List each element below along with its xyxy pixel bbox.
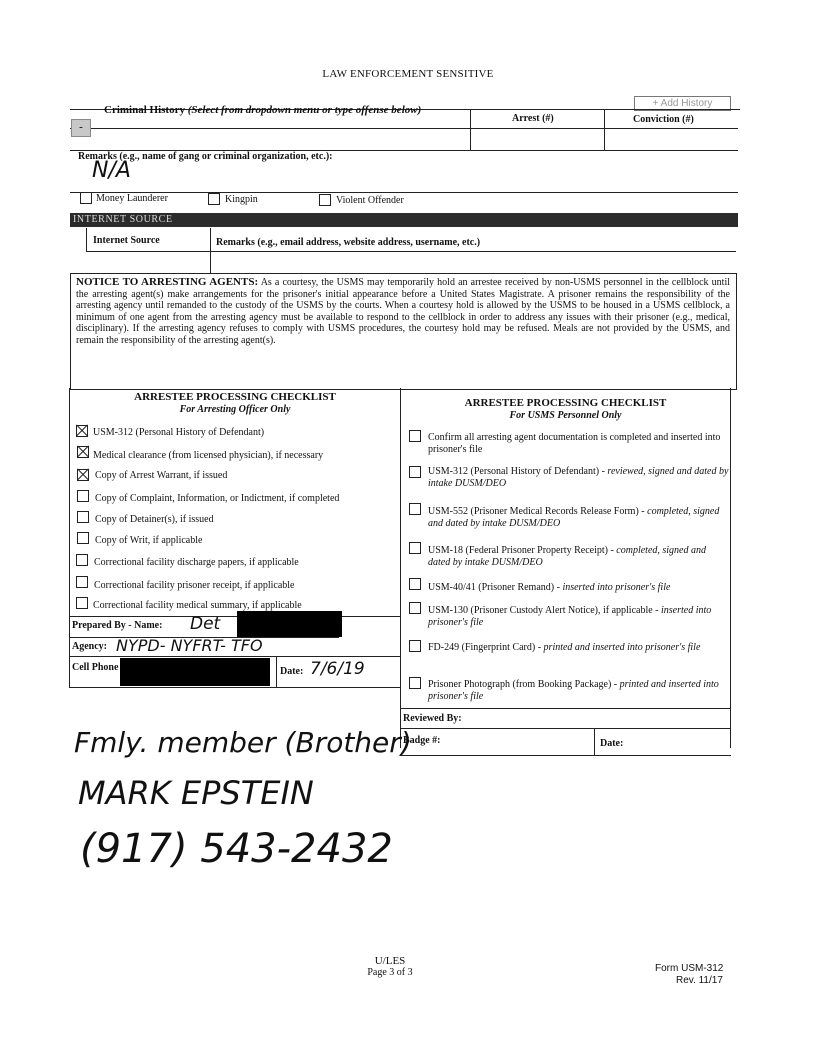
redacted-name: [237, 611, 342, 637]
prepared-by-label: Prepared By - Name:: [72, 620, 163, 631]
confirm-documentation-checkbox[interactable]: [409, 430, 421, 442]
right-item-label: USM-18 (Federal Prisoner Property Receipt) - completed, signed and dated by intake DUSM/DEO: [428, 545, 706, 568]
reviewed-date-label: Date:: [600, 738, 624, 749]
left-item-label: Correctional facility discharge papers, if applicable: [94, 557, 299, 568]
medical-clearance-checkbox[interactable]: [77, 446, 89, 458]
handwritten-note-line3: (917) 543-2432: [80, 826, 393, 872]
agency-label: Agency:: [72, 641, 107, 652]
date-label: Date:: [280, 666, 304, 677]
arrest-column-header: Arrest (#): [512, 113, 554, 124]
redacted-cell-phone: [120, 658, 270, 686]
left-item-label: Copy of Writ, if applicable: [95, 535, 203, 546]
right-checklist-title: ARRESTEE PROCESSING CHECKLIST: [464, 397, 667, 409]
cell-phone-label: Cell Phone: [72, 662, 119, 673]
prisoner-receipt-checkbox[interactable]: [76, 576, 88, 588]
usm552-checkbox[interactable]: [409, 503, 421, 515]
arrest-warrant-checkbox[interactable]: [77, 469, 89, 481]
usm18-checkbox[interactable]: [409, 542, 421, 554]
usm312-checkbox[interactable]: [76, 425, 88, 437]
remove-history-label: -: [79, 121, 83, 133]
detainer-checkbox[interactable]: [77, 511, 89, 523]
left-item-label: Copy of Complaint, Information, or Indictment, if completed: [95, 493, 340, 504]
left-item-label: Copy of Detainer(s), if issued: [95, 514, 214, 525]
agency-value[interactable]: NYPD- NYFRT- TFO: [116, 636, 263, 655]
footer-form-id: Form USM-312: [655, 963, 724, 974]
fd249-checkbox[interactable]: [409, 640, 421, 652]
notice-text: [76, 277, 730, 347]
prepared-by-value[interactable]: Det: [190, 614, 221, 634]
left-item-label: Medical clearance (from licensed physician), if necessary: [93, 450, 324, 461]
add-history-label: + Add History: [652, 98, 713, 109]
right-checklist-subtitle: For USMS Personnel Only: [509, 410, 622, 421]
page-header: LAW ENFORCEMENT SENSITIVE: [322, 68, 494, 80]
writ-checkbox[interactable]: [77, 532, 89, 544]
usm40-checkbox[interactable]: [409, 578, 421, 590]
violent-offender-checkbox[interactable]: [319, 194, 331, 206]
usm130-checkbox[interactable]: [409, 602, 421, 614]
left-item-label: Correctional facility medical summary, if applicable: [93, 600, 302, 611]
footer-page-number: Page 3 of 3: [367, 967, 413, 978]
right-item-label: USM-130 (Prisoner Custody Alert Notice), if applicable - inserted into prisoner's file: [428, 605, 712, 628]
handwritten-note-line1: Fmly. member (Brother): [74, 726, 412, 759]
footer-revision: Rev. 11/17: [676, 975, 723, 986]
complaint-checkbox[interactable]: [77, 490, 89, 502]
footer-center: [340, 956, 440, 978]
violent-offender-label: Violent Offender: [336, 195, 404, 206]
left-item-label: Correctional facility prisoner receipt, if applicable: [94, 580, 295, 591]
discharge-papers-checkbox[interactable]: [76, 554, 88, 566]
conviction-column-header: Conviction (#): [633, 114, 694, 125]
notice-body: As a courtesy, the USMS may temporarily hold an arrestee received by non-USMS personnel in the cellblock until the arresting agent(s) make arrangements for the prisoner's initial appearance before a United States Magistrate. A prisoner remains the responsibility of the arresting agency until remanded to the custody of the USMS by the courts. When a courtesy hold is allowed by the USMS to be housed in a USMS cellblock, a minimum of one agent from the arresting agency must be available to respond to the cellblock in order to address any issues with their prisoner (e.g., medical, disciplinary). If the arresting agency refuses to comply with USMS procedures, the courtesy hold may be refused. Meals are not provided by the USMS, and remain the responsibility of the arresting agent(s).: [76, 277, 730, 346]
kingpin-label: Kingpin: [225, 194, 258, 205]
badge-label: Badge #:: [403, 735, 441, 746]
left-checklist-title: ARRESTEE PROCESSING CHECKLIST: [134, 391, 336, 403]
remove-history-button[interactable]: [71, 119, 91, 137]
left-checklist-subtitle: For Arresting Officer Only: [179, 404, 291, 415]
internet-source-section-bar: [70, 213, 738, 227]
money-launderer-label: Money Launderer: [96, 193, 168, 204]
photograph-checkbox[interactable]: [409, 677, 421, 689]
internet-source-section-title: INTERNET SOURCE: [73, 214, 173, 225]
internet-remarks-column-header: Remarks (e.g., email address, website address, username, etc.): [216, 237, 481, 248]
usm312-review-checkbox[interactable]: [409, 466, 421, 478]
left-item-label: USM-312 (Personal History of Defendant): [93, 427, 265, 438]
right-item-label: Confirm all arresting agent documentation is completed and inserted into prisoner's file: [428, 432, 721, 455]
remarks-handwritten-value[interactable]: N/A: [92, 158, 131, 183]
reviewed-by-label: Reviewed By:: [403, 713, 462, 724]
right-item-label: USM-40/41 (Prisoner Remand) - inserted into prisoner's file: [428, 582, 671, 593]
remarks-label: Remarks (e.g., name of gang or criminal organization, etc.):: [78, 151, 333, 162]
right-item-label: Prisoner Photograph (from Booking Package) - printed and inserted into prisoner's file: [428, 679, 719, 702]
notice-heading: NOTICE TO ARRESTING AGENTS:: [76, 276, 259, 288]
kingpin-checkbox[interactable]: [208, 193, 220, 205]
date-value[interactable]: 7/6/19: [310, 659, 365, 679]
internet-source-column-header: Internet Source: [93, 235, 160, 246]
left-item-label: Copy of Arrest Warrant, if issued: [95, 470, 228, 481]
right-item-label: FD-249 (Fingerprint Card) - printed and inserted into prisoner's file: [428, 642, 701, 653]
handwritten-note-line2: MARK EPSTEIN: [78, 774, 314, 812]
footer-ules: U/LES: [374, 955, 406, 967]
right-item-label: USM-312 (Personal History of Defendant) - reviewed, signed and dated by intake DUSM/DEO: [428, 466, 729, 489]
money-launderer-checkbox[interactable]: [80, 192, 92, 204]
right-item-label: USM-552 (Prisoner Medical Records Release Form) - completed, signed and dated by intake DUSM/DEO: [428, 506, 720, 529]
criminal-history-title: Criminal History (Select from dropdown menu or type offense below): [104, 104, 422, 116]
medical-summary-checkbox[interactable]: [76, 597, 88, 609]
